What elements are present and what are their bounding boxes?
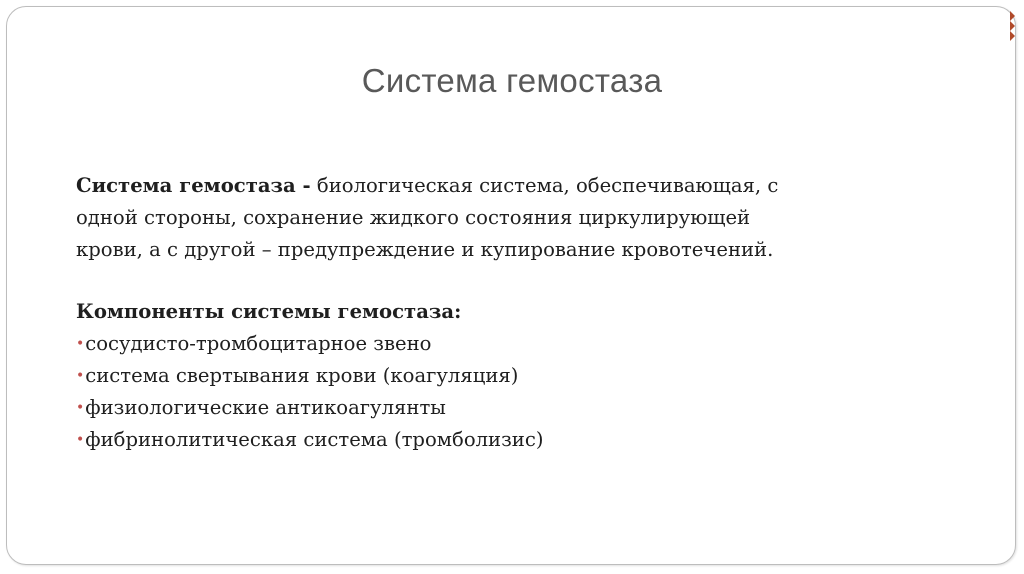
list-item: •физиологические антикоагулянты: [76, 396, 446, 419]
definition-paragraph: [76, 170, 956, 266]
definition-text-line3: крови, а с другой – предупреждение и купирование кровотечений.: [76, 238, 774, 261]
list-item: •система свертывания крови (коагуляция): [76, 364, 519, 387]
components-list: [76, 328, 956, 456]
components-heading: Компоненты системы гемостаза:: [76, 300, 462, 323]
bullet-icon: •: [76, 336, 85, 352]
bullet-icon: •: [76, 432, 85, 448]
definition-term: Система гемостаза -: [76, 174, 311, 197]
bullet-icon: •: [76, 400, 85, 416]
bullet-icon: •: [76, 368, 85, 384]
slide-title: Система гемостаза: [361, 62, 663, 99]
definition-text-line2: одной стороны, сохранение жидкого состояния циркулирующей: [76, 206, 751, 229]
definition-text-line1: биологическая система, обеспечивающая, с: [310, 174, 779, 197]
slide-body: [76, 170, 956, 456]
list-item: •фибринолитическая система (тромболизис): [76, 428, 544, 451]
corner-decoration-icon: [1005, 7, 1015, 51]
list-item: •сосудисто-тромбоцитарное звено: [76, 332, 432, 355]
